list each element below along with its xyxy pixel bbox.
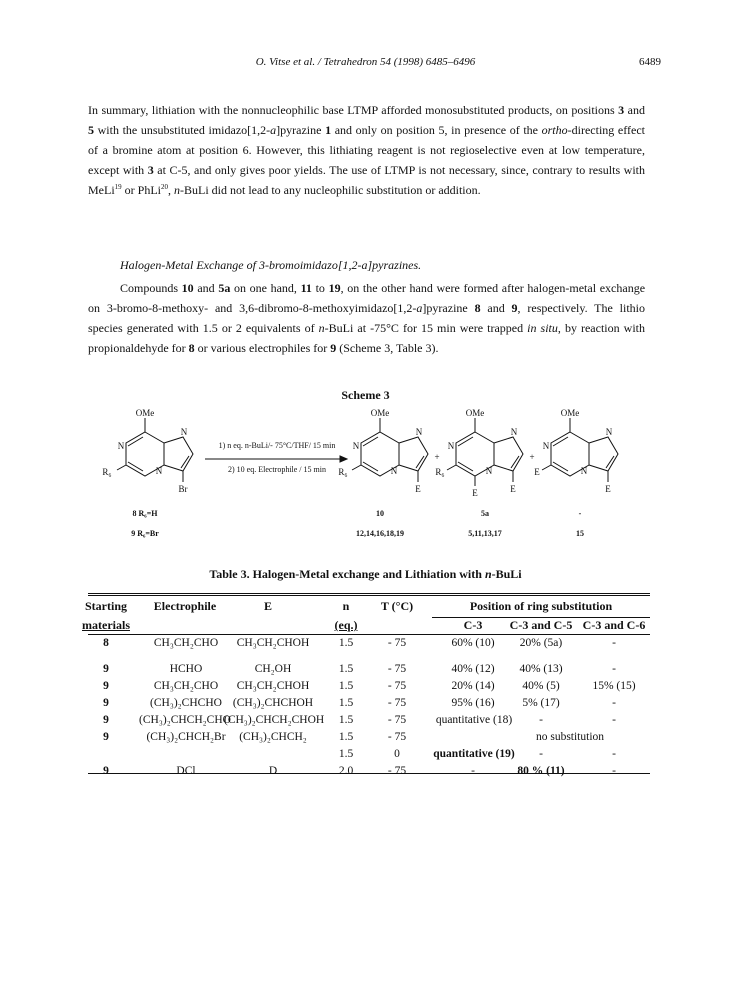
table-cell: - (612, 697, 616, 709)
table-cell: (CH₃)₂CHCH₂CHO (139, 714, 231, 726)
header-electrophile: Electrophile (153, 599, 217, 613)
svg-text:5a: 5a (481, 509, 489, 518)
svg-text:R₆: R₆ (338, 467, 348, 477)
table-cell: 20% (14) (451, 680, 495, 692)
table-cell: - (539, 748, 543, 760)
table-cell: 20% (5a) (519, 637, 563, 649)
table-cell: 1.5 (338, 663, 354, 675)
table-cell: 40% (12) (451, 663, 495, 675)
table-cell: - (612, 663, 616, 675)
svg-text:N: N (510, 427, 518, 437)
table-cell: CH₃CH₂CHO (153, 680, 219, 692)
table-cell: 1.5 (338, 697, 354, 709)
svg-text:8 R₆=H: 8 R₆=H (132, 509, 158, 518)
header-c3-c5: C-3 and C-5 (509, 618, 573, 632)
table-cell: (CH₃)₂CHCH₂ (239, 731, 307, 743)
table-cell: 40% (13) (519, 663, 563, 675)
table-cell: (CH₃)₂CHCHO (150, 697, 222, 709)
svg-text:N: N (180, 427, 188, 437)
table-cell: 2.0 (338, 765, 354, 777)
table-cell: 80 % (11) (517, 765, 565, 777)
table-cell: - 75 (387, 731, 407, 743)
table-cell: no substitution (535, 731, 605, 743)
table-cell: 1.5 (338, 731, 354, 743)
svg-text:N: N (415, 427, 423, 437)
svg-text:E: E (605, 484, 611, 494)
table-cell: 9 (103, 765, 109, 777)
table-cell: - 75 (387, 637, 407, 649)
table-cell: CH₂OH (254, 663, 292, 675)
table-cell: - 75 (387, 714, 407, 726)
svg-text:N: N (485, 466, 493, 476)
header-n: n (342, 599, 350, 613)
table-cell: - (612, 748, 616, 760)
table-cell: 95% (16) (451, 697, 495, 709)
table-cell: (CH₃)₂CHCH₂Br (146, 731, 226, 743)
table-cell: - 75 (387, 680, 407, 692)
svg-text:N: N (447, 441, 455, 451)
header-e: E (263, 599, 272, 613)
table-cell: 1.5 (338, 748, 354, 760)
table-title: Table 3. Halogen-Metal exchange and Lithiation with n-BuLi (209, 567, 522, 581)
svg-text:OMe: OMe (135, 408, 155, 418)
table-cell: CH₃CH₂CHOH (236, 680, 310, 692)
header-materials: materials (82, 618, 130, 632)
svg-text:N: N (155, 466, 163, 476)
table-cell: 40% (5) (522, 680, 560, 692)
table-cell: 9 (103, 731, 109, 743)
svg-text:N: N (605, 427, 613, 437)
table-header-rule (88, 634, 650, 635)
header-temperature: T (°C) (380, 599, 414, 613)
header-c3-c6: C-3 and C-6 (582, 618, 646, 632)
table-cell: 9 (103, 697, 109, 709)
table-cell: - 75 (387, 663, 407, 675)
table-cell: HCHO (169, 663, 203, 675)
table-cell: 1.5 (338, 714, 354, 726)
table-cell: 9 (103, 714, 109, 726)
svg-text:E: E (534, 467, 540, 477)
svg-text:N: N (117, 441, 125, 451)
table-cell: quantitative (19) (433, 748, 515, 760)
exchange-paragraph: Compounds 10 and 5a on one hand, 11 to 19, on the other hand were formed after halogen-metal exchange on 3-bromo-8-methoxy- and 3,6-dibromo-8-methoxyimidazo[1,2-a]pyrazine 8 and 9, respectively. The lithio species generated with 1.5 or 2 equivalents of n-BuLi at -75°C for 15 min were trapped in situ, by reaction with propionaldehyde for 8 or various electrophiles for 9 (Scheme 3, Table 3). (88, 281, 646, 355)
svg-text:E: E (472, 488, 478, 498)
svg-text:+: + (434, 452, 440, 462)
table-cell: 1.5 (338, 680, 354, 692)
header-starting: Starting (85, 599, 127, 613)
svg-text:12,14,16,18,19: 12,14,16,18,19 (356, 529, 404, 538)
svg-text:-: - (578, 509, 582, 518)
table-cell: - 75 (387, 765, 407, 777)
svg-text:1) n eq. n-BuLi/- 75°C/THF/ 15: 1) n eq. n-BuLi/- 75°C/THF/ 15 min (218, 441, 336, 450)
table-cell: CH₃CH₂CHO (153, 637, 219, 649)
table-cell: - (612, 637, 616, 649)
table-cell: (CH₃)₂CHCH₂CHOH (224, 714, 325, 726)
svg-text:+: + (529, 452, 535, 462)
table-cell: 15% (15) (592, 680, 636, 692)
header-c3: C-3 (463, 618, 483, 632)
svg-text:OMe: OMe (370, 408, 390, 418)
table-cell: 9 (103, 663, 109, 675)
table-cell: - (612, 714, 616, 726)
section-heading: Halogen-Metal Exchange of 3-bromoimidazo[1,2-a]pyrazines. (120, 258, 422, 272)
svg-text:5,11,13,17: 5,11,13,17 (468, 529, 502, 538)
svg-text:OMe: OMe (465, 408, 485, 418)
table-cell: D (268, 765, 278, 777)
svg-text:N: N (542, 441, 550, 451)
table-cell: CH₃CH₂CHOH (236, 637, 310, 649)
svg-text:R₆: R₆ (435, 467, 445, 477)
reaction-scheme (95, 408, 655, 558)
svg-text:Br: Br (178, 484, 188, 494)
table-cell: 60% (10) (451, 637, 495, 649)
summary-paragraph: In summary, lithiation with the nonnucleophilic base LTMP afforded monosubstituted products, on positions 3 and 5 with the unsubstituted imidazo[1,2-a]pyrazine 1 and only on position 5, in presence of the ortho-directing effect of a bromine atom at position 6. However, this lithiating reagent is not regioselective even at low temperature, except with 3 at C-5, and only gives poor yields. The use of LTMP is not necessary, since, contrary to results with MeLi$^{19}$ or PhLi$^{20}$, n-BuLi did not lead to any nucleophilic substitution or addition. (88, 103, 646, 197)
table-cell: 0 (394, 748, 400, 760)
svg-text:R₆: R₆ (102, 467, 112, 477)
table-cell: 5% (17) (522, 697, 560, 709)
svg-text:OMe: OMe (560, 408, 580, 418)
table-cell: quantitative (18) (435, 714, 513, 726)
table-cell: - (612, 765, 616, 777)
svg-text:N: N (390, 466, 398, 476)
svg-text:N: N (352, 441, 360, 451)
header-eq: (eq.) (334, 618, 358, 632)
table-top-rule-2 (88, 595, 650, 596)
running-header (0, 56, 731, 72)
svg-text:N: N (580, 466, 588, 476)
table-cell: - (539, 714, 543, 726)
scheme-title: Scheme 3 (341, 388, 390, 402)
page-number: 6489 (639, 56, 661, 68)
table-top-rule (88, 593, 650, 594)
svg-text:9 R₆=Br: 9 R₆=Br (131, 529, 159, 538)
header-position: Position of ring substitution (469, 599, 613, 613)
svg-text:15: 15 (576, 529, 584, 538)
svg-text:E: E (415, 484, 421, 494)
table-cell: 9 (103, 680, 109, 692)
journal-citation: O. Vitse et al. / Tetrahedron 54 (1998) 6485–6496 (255, 56, 476, 68)
table-cell: (CH₃)₂CHCHOH (232, 697, 314, 709)
table-cell: - (471, 765, 475, 777)
table-cell: 1.5 (338, 637, 354, 649)
table-cell: - 75 (387, 697, 407, 709)
svg-text:2) 10 eq. Electrophile / 15 mi: 2) 10 eq. Electrophile / 15 min (228, 465, 326, 474)
table-cell: DCl (176, 765, 196, 777)
svg-text:10: 10 (376, 509, 384, 518)
table-cell: 8 (103, 637, 109, 649)
svg-text:E: E (510, 484, 516, 494)
